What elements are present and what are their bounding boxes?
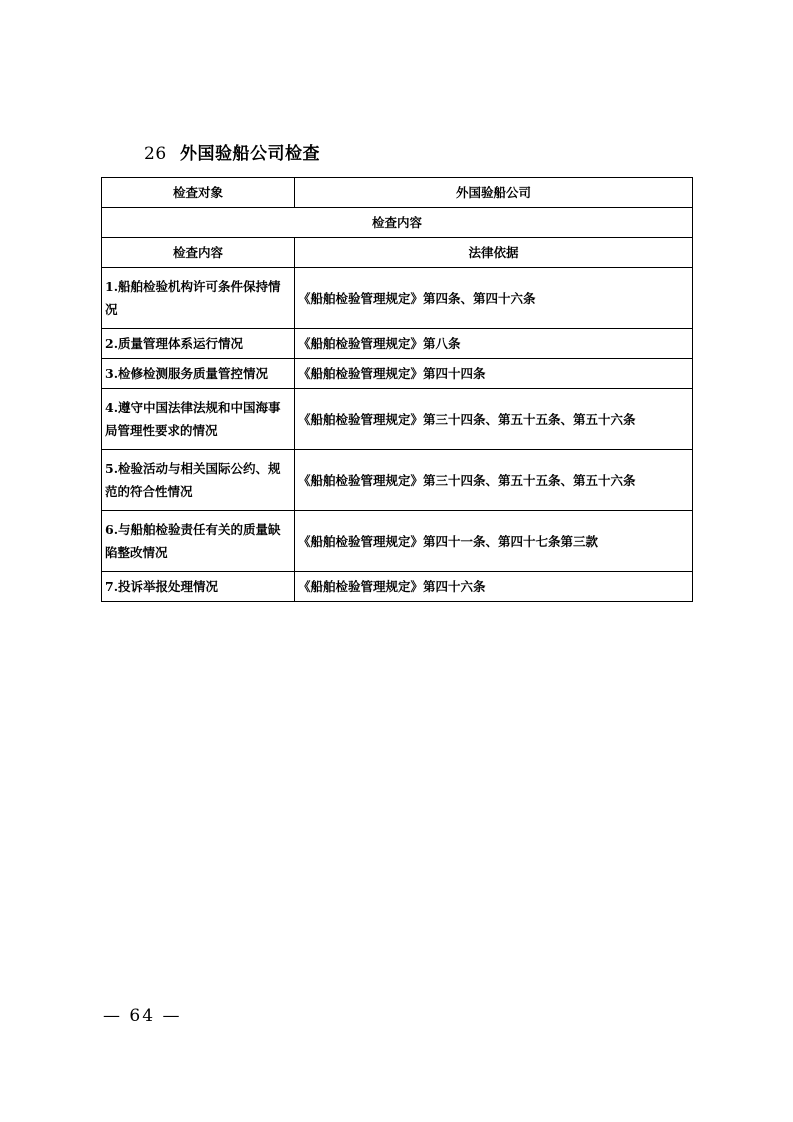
table-row-section <box>102 208 693 238</box>
basis-cell: 《船舶检验管理规定》第四条、第四十六条 <box>295 268 693 329</box>
section-heading <box>144 139 320 164</box>
inspection-table <box>101 177 693 602</box>
basis-cell: 《船舶检验管理规定》第三十四条、第五十五条、第五十六条 <box>295 389 693 450</box>
basis-cell: 《船舶检验管理规定》第四十四条 <box>295 359 693 389</box>
column-header-basis: 法律依据 <box>295 238 693 268</box>
content-cell: 7.投诉举报处理情况 <box>102 572 295 602</box>
content-cell: 4.遵守中国法律法规和中国海事局管理性要求的情况 <box>102 389 295 450</box>
table-row <box>102 268 693 329</box>
section-title-cell: 检查内容 <box>102 208 693 238</box>
table-row-object <box>102 178 693 208</box>
object-label-cell: 检查对象 <box>102 178 295 208</box>
basis-cell: 《船舶检验管理规定》第四十一条、第四十七条第三款 <box>295 511 693 572</box>
column-header-content: 检查内容 <box>102 238 295 268</box>
basis-cell: 《船舶检验管理规定》第三十四条、第五十五条、第五十六条 <box>295 450 693 511</box>
content-cell: 2.质量管理体系运行情况 <box>102 329 295 359</box>
object-value-cell: 外国验船公司 <box>295 178 693 208</box>
section-number: 26 <box>144 144 167 164</box>
table-row <box>102 450 693 511</box>
content-cell: 3.检修检测服务质量管控情况 <box>102 359 295 389</box>
section-title: 外国验船公司检查 <box>180 144 320 164</box>
content-cell: 1.船舶检验机构许可条件保持情况 <box>102 268 295 329</box>
table-header-row <box>102 238 693 268</box>
basis-cell: 《船舶检验管理规定》第四十六条 <box>295 572 693 602</box>
content-cell: 5.检验活动与相关国际公约、规范的符合性情况 <box>102 450 295 511</box>
content-cell: 6.与船舶检验责任有关的质量缺陷整改情况 <box>102 511 295 572</box>
table-row <box>102 511 693 572</box>
table-row <box>102 359 693 389</box>
table-row <box>102 329 693 359</box>
page-number: — 64 — <box>103 1006 182 1026</box>
table-row <box>102 572 693 602</box>
table-row <box>102 389 693 450</box>
basis-cell: 《船舶检验管理规定》第八条 <box>295 329 693 359</box>
